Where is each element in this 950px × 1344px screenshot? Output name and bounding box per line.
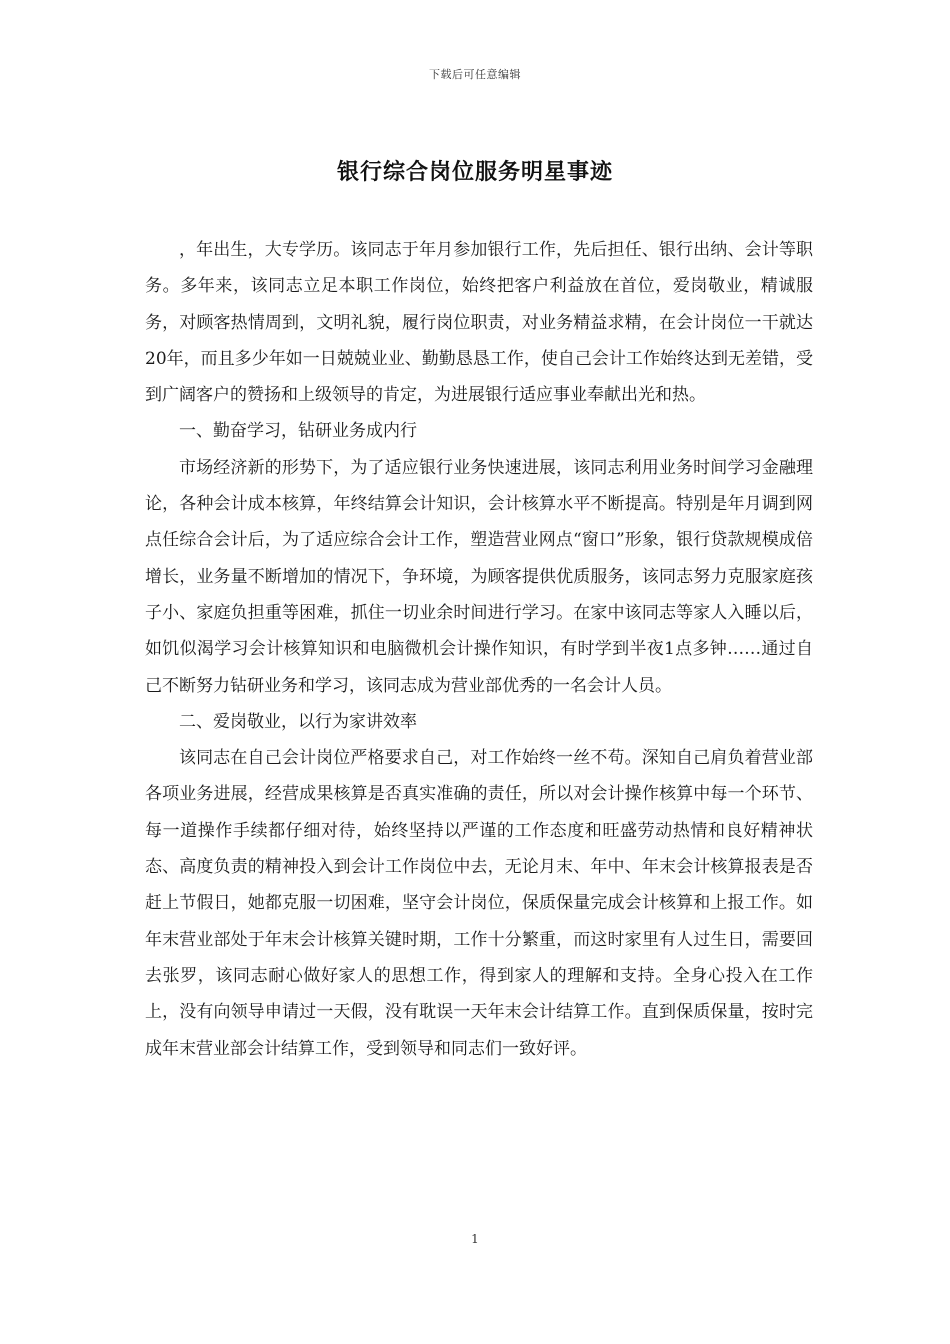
section-heading-1: 一、勤奋学习，钻研业务成内行 [179, 421, 417, 442]
page-number: 1 [471, 1232, 479, 1246]
paragraph-intro: ，年出生，大专学历。该同志于年月参加银行工作，先后担任、银行出纳、会计等职务。多年来，该同志立足本职工作岗位，始终把客户利益放在首位，爱岗敬业，精诚服务，对顾客热情周到，文明礼貌，履行岗位职责，对业务精益求精，在会计岗位一干就达20年，而且多少年如一日兢兢业业、勤勤恳恳工作，使自己会计工作始终达到无差错，受到广阔客户的赞扬和上级领导的肯定，为进展银行适应事业奉献出光和热。 [145, 240, 813, 406]
page-header-note: 下载后可任意编辑 [429, 68, 521, 81]
document-title: 银行综合岗位服务明星事迹 [336, 159, 613, 185]
paragraph-section-2: 该同志在自己会计岗位严格要求自己，对工作始终一丝不苟。深知自己肩负着营业部各项业务进展，经营成果核算是否真实准确的责任，所以对会计操作核算中每一个环节、每一道操作手续都仔细对待，始终坚持以严谨的工作态度和旺盛劳动热情和良好精神状态、高度负责的精神投入到会计工作岗位中去，无论月末、年中、年末会计核算报表是否赶上节假日，她都克服一切困难，坚守会计岗位，保质保量完成会计核算和上报工作。如年末营业部处于年末会计核算关键时期，工作十分繁重，而这时家里有人过生日，需要回去张罗，该同志耐心做好家人的思想工作，得到家人的理解和支持。全身心投入在工作上，没有向领导申请过一天假，没有耽误一天年末会计结算工作。直到保质保量，按时完成年末营业部会计结算工作，受到领导和同志们一致好评。 [145, 748, 813, 1059]
section-heading-2: 二、爱岗敬业，以行为家讲效率 [179, 711, 417, 732]
document-body [145, 232, 813, 1067]
paragraph-section-1: 市场经济新的形势下，为了适应银行业务快速进展，该同志利用业务时间学习金融理论，各种会计成本核算，年终结算会计知识，会计核算水平不断提高。特别是年月调到网点任综合会计后，为了适应综合会计工作，塑造营业网点“窗口”形象，银行贷款规模成倍增长，业务量不断增加的情况下，争环境，为顾客提供优质服务，该同志努力克服家庭孩子小、家庭负担重等困难，抓住一切业余时间进行学习。在家中该同志等家人入睡以后，如饥似渴学习会计核算知识和电脑微机会计操作知识，有时学到半夜1点多钟……通过自己不断努力钻研业务和学习，该同志成为营业部优秀的一名会计人员。 [145, 457, 813, 696]
